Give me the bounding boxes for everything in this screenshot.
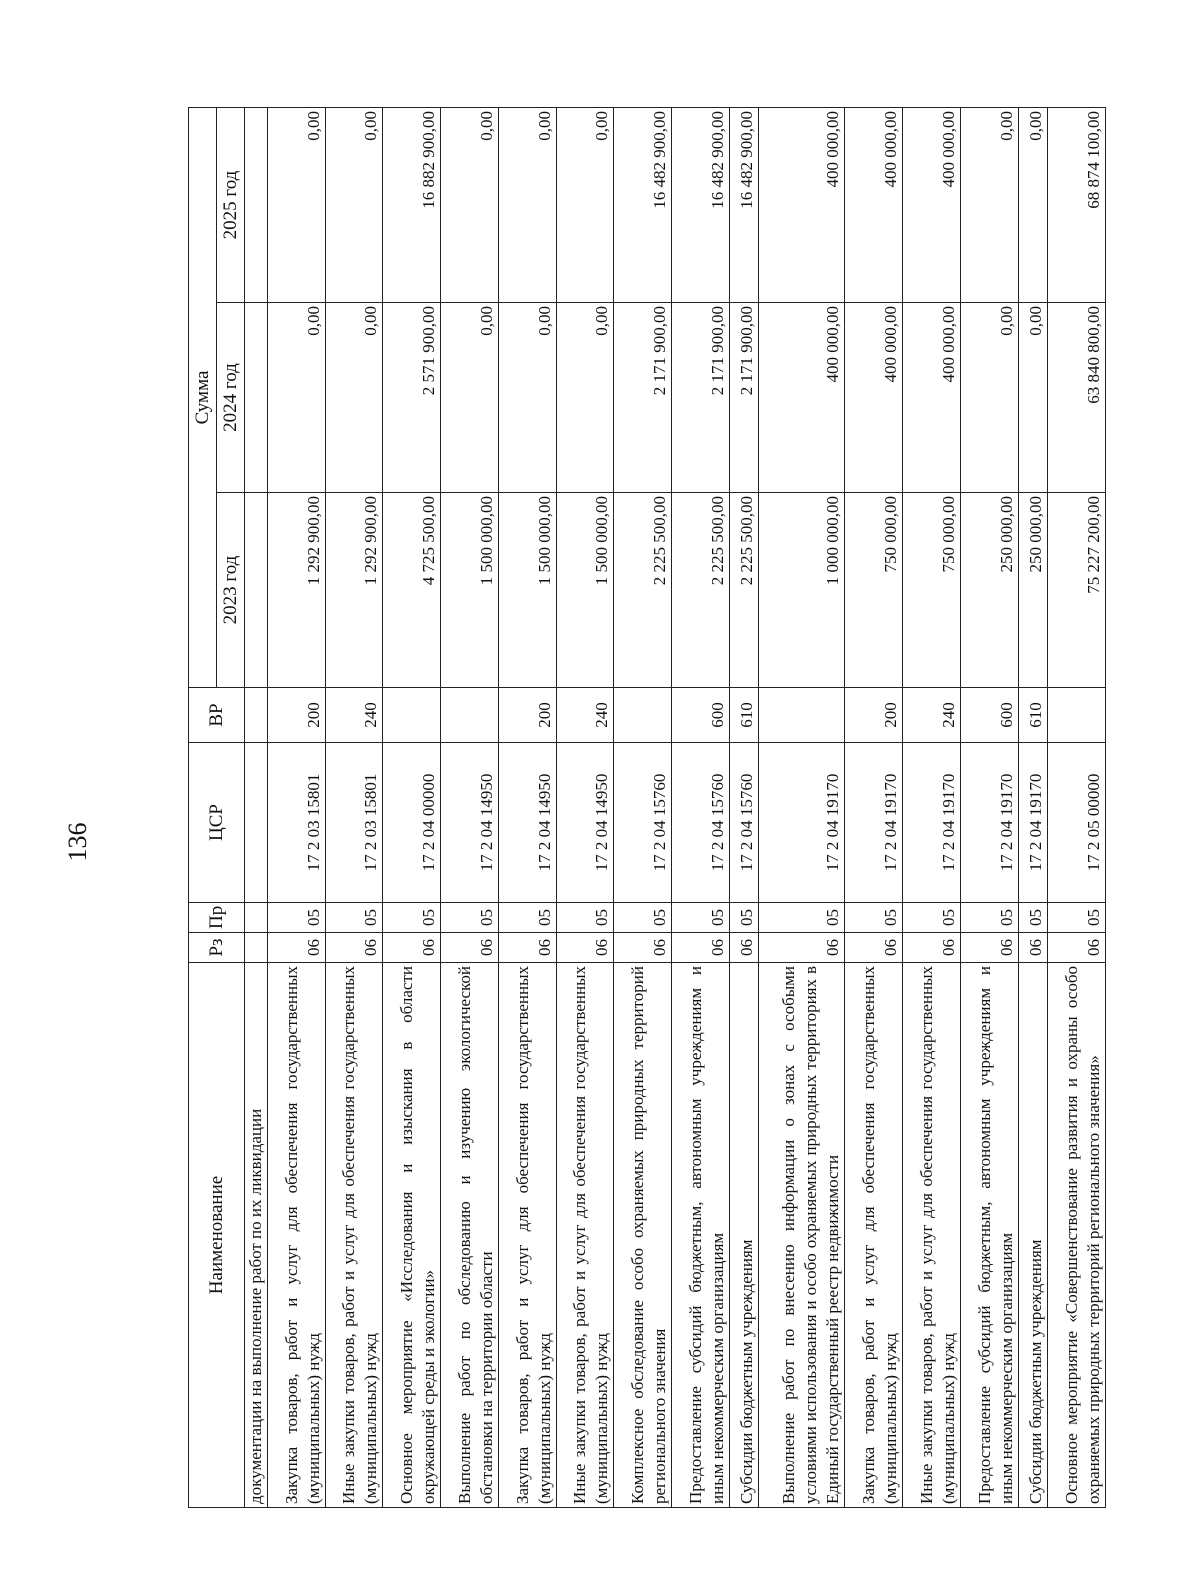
row-name: Предоставление субсидий бюджетным, автономным учреждениям и иным некоммерческим организациям bbox=[672, 963, 730, 1508]
row-amount-2025: 16 482 900,00 bbox=[614, 107, 672, 302]
row-amount-2024: 0,00 bbox=[268, 303, 326, 493]
row-csr: 17 2 04 19170 bbox=[960, 743, 1018, 903]
row-vr bbox=[614, 688, 672, 743]
row-amount-2025: 0,00 bbox=[325, 107, 383, 302]
table-row bbox=[441, 107, 499, 1507]
row-amount-2024: 63 840 800,00 bbox=[1048, 303, 1106, 493]
row-pr: 05 bbox=[325, 903, 383, 933]
row-amount-2025: 16 482 900,00 bbox=[729, 107, 759, 302]
table-row bbox=[729, 107, 759, 1507]
empty-cell bbox=[245, 688, 268, 743]
header-2023: 2023 год bbox=[217, 493, 245, 688]
row-vr bbox=[1048, 688, 1106, 743]
header-pr: Пр bbox=[189, 903, 245, 933]
row-csr: 17 2 04 19170 bbox=[759, 743, 845, 903]
row-name: Закупка товаров, работ и услуг для обеспечения государственных (муниципальных) нужд bbox=[268, 963, 326, 1508]
row-pr: 05 bbox=[441, 903, 499, 933]
row-name: Выполнение работ по внесению информации о зонах с особыми условиями использования и особо охраняемых природных территориях в Единый государственный реестр недвижимости bbox=[759, 963, 845, 1508]
row-amount-2023: 75 227 200,00 bbox=[1048, 493, 1106, 688]
row-csr: 17 2 04 15760 bbox=[614, 743, 672, 903]
row-vr: 200 bbox=[268, 688, 326, 743]
continued-row bbox=[245, 107, 268, 1507]
row-rz: 06 bbox=[845, 933, 903, 963]
row-pr: 05 bbox=[1048, 903, 1106, 933]
table-row bbox=[268, 107, 326, 1507]
row-pr: 05 bbox=[614, 903, 672, 933]
row-vr: 200 bbox=[845, 688, 903, 743]
page-number: 136 bbox=[63, 822, 92, 862]
row-amount-2023: 250 000,00 bbox=[1018, 493, 1048, 688]
row-amount-2023: 1 000 000,00 bbox=[759, 493, 845, 688]
row-csr: 17 2 04 00000 bbox=[383, 743, 441, 903]
row-rz: 06 bbox=[903, 933, 961, 963]
row-amount-2025: 0,00 bbox=[498, 107, 556, 302]
header-name: Наименование bbox=[189, 963, 245, 1508]
row-csr: 17 2 04 19170 bbox=[903, 743, 961, 903]
row-pr: 05 bbox=[729, 903, 759, 933]
header-2025: 2025 год bbox=[217, 107, 245, 302]
row-amount-2023: 1 500 000,00 bbox=[441, 493, 499, 688]
empty-cell bbox=[245, 303, 268, 493]
table-row bbox=[325, 107, 383, 1507]
table-row bbox=[845, 107, 903, 1507]
row-amount-2023: 1 500 000,00 bbox=[556, 493, 614, 688]
row-amount-2023: 2 225 500,00 bbox=[729, 493, 759, 688]
row-pr: 05 bbox=[960, 903, 1018, 933]
row-vr: 240 bbox=[903, 688, 961, 743]
row-vr: 610 bbox=[1018, 688, 1048, 743]
row-amount-2024: 400 000,00 bbox=[845, 303, 903, 493]
row-amount-2025: 0,00 bbox=[1018, 107, 1048, 302]
row-rz: 06 bbox=[1048, 933, 1106, 963]
row-name: Комплексное обследование особо охраняемых природных территорий регионального значения bbox=[614, 963, 672, 1508]
row-rz: 06 bbox=[960, 933, 1018, 963]
row-amount-2024: 0,00 bbox=[1018, 303, 1048, 493]
table-row bbox=[759, 107, 845, 1507]
row-rz: 06 bbox=[759, 933, 845, 963]
row-pr: 05 bbox=[672, 903, 730, 933]
row-rz: 06 bbox=[383, 933, 441, 963]
row-csr: 17 2 04 15760 bbox=[672, 743, 730, 903]
row-vr: 600 bbox=[960, 688, 1018, 743]
row-rz: 06 bbox=[441, 933, 499, 963]
row-csr: 17 2 04 14950 bbox=[441, 743, 499, 903]
row-csr: 17 2 05 00000 bbox=[1048, 743, 1106, 903]
table-row bbox=[672, 107, 730, 1507]
empty-cell bbox=[245, 493, 268, 688]
row-csr: 17 2 04 19170 bbox=[1018, 743, 1048, 903]
row-name: Выполнение работ по обследованию и изучению экологической обстановки на территории области bbox=[441, 963, 499, 1508]
empty-cell bbox=[245, 903, 268, 933]
row-name: Основное мероприятие «Совершенствование развития и охраны особо охраняемых природных территорий регионального значения» bbox=[1048, 963, 1106, 1508]
row-name: Основное мероприятие «Исследования и изыскания в области окружающей среды и экологии» bbox=[383, 963, 441, 1508]
row-name: Предоставление субсидий бюджетным, автономным учреждениям и иным некоммерческим организациям bbox=[960, 963, 1018, 1508]
row-csr: 17 2 04 19170 bbox=[845, 743, 903, 903]
row-vr: 240 bbox=[325, 688, 383, 743]
row-amount-2025: 0,00 bbox=[441, 107, 499, 302]
empty-cell bbox=[245, 743, 268, 903]
table-row bbox=[614, 107, 672, 1507]
row-pr: 05 bbox=[1018, 903, 1048, 933]
table-row bbox=[960, 107, 1018, 1507]
row-amount-2025: 400 000,00 bbox=[845, 107, 903, 302]
row-name: Закупка товаров, работ и услуг для обеспечения государственных (муниципальных) нужд bbox=[845, 963, 903, 1508]
empty-cell bbox=[245, 107, 268, 302]
row-name: Субсидии бюджетным учреждениям bbox=[1018, 963, 1048, 1508]
row-rz: 06 bbox=[498, 933, 556, 963]
row-csr: 17 2 04 15760 bbox=[729, 743, 759, 903]
row-amount-2023: 1 292 900,00 bbox=[268, 493, 326, 688]
header-2024: 2024 год bbox=[217, 303, 245, 493]
table-row bbox=[556, 107, 614, 1507]
row-amount-2023: 1 292 900,00 bbox=[325, 493, 383, 688]
row-vr: 600 bbox=[672, 688, 730, 743]
header-vr: ВР bbox=[189, 688, 245, 743]
row-vr: 200 bbox=[498, 688, 556, 743]
row-name: Иные закупки товаров, работ и услуг для обеспечения государственных (муниципальных) нужд bbox=[903, 963, 961, 1508]
empty-cell bbox=[245, 933, 268, 963]
table-row bbox=[498, 107, 556, 1507]
row-name: Иные закупки товаров, работ и услуг для обеспечения государственных (муниципальных) нужд bbox=[556, 963, 614, 1508]
table-body bbox=[245, 107, 1106, 1507]
row-amount-2025: 68 874 100,00 bbox=[1048, 107, 1106, 302]
table-row bbox=[383, 107, 441, 1507]
row-pr: 05 bbox=[383, 903, 441, 933]
row-vr: 610 bbox=[729, 688, 759, 743]
budget-table-rotated bbox=[188, 108, 1106, 1508]
row-rz: 06 bbox=[325, 933, 383, 963]
header-csr: ЦСР bbox=[189, 743, 245, 903]
table-row bbox=[903, 107, 961, 1507]
row-pr: 05 bbox=[903, 903, 961, 933]
header-sum: Сумма bbox=[189, 107, 217, 687]
row-vr bbox=[441, 688, 499, 743]
row-csr: 17 2 03 15801 bbox=[325, 743, 383, 903]
row-amount-2023: 1 500 000,00 bbox=[498, 493, 556, 688]
row-amount-2024: 2 171 900,00 bbox=[672, 303, 730, 493]
row-amount-2024: 2 171 900,00 bbox=[614, 303, 672, 493]
row-vr bbox=[759, 688, 845, 743]
row-amount-2024: 2 571 900,00 bbox=[383, 303, 441, 493]
row-amount-2024: 0,00 bbox=[960, 303, 1018, 493]
row-amount-2024: 0,00 bbox=[498, 303, 556, 493]
row-amount-2023: 750 000,00 bbox=[903, 493, 961, 688]
continued-row-text: документации на выполнение работ по их ликвидации bbox=[245, 963, 268, 1508]
row-pr: 05 bbox=[268, 903, 326, 933]
header-rz: Рз bbox=[189, 933, 245, 963]
row-rz: 06 bbox=[556, 933, 614, 963]
row-pr: 05 bbox=[556, 903, 614, 933]
row-pr: 05 bbox=[759, 903, 845, 933]
row-csr: 17 2 04 14950 bbox=[498, 743, 556, 903]
row-amount-2025: 16 882 900,00 bbox=[383, 107, 441, 302]
row-amount-2024: 0,00 bbox=[441, 303, 499, 493]
row-amount-2023: 2 225 500,00 bbox=[672, 493, 730, 688]
row-amount-2024: 400 000,00 bbox=[903, 303, 961, 493]
row-amount-2023: 750 000,00 bbox=[845, 493, 903, 688]
row-vr bbox=[383, 688, 441, 743]
row-amount-2024: 2 171 900,00 bbox=[729, 303, 759, 493]
row-amount-2023: 4 725 500,00 bbox=[383, 493, 441, 688]
row-amount-2025: 0,00 bbox=[268, 107, 326, 302]
row-amount-2024: 400 000,00 bbox=[759, 303, 845, 493]
row-amount-2025: 400 000,00 bbox=[903, 107, 961, 302]
table-row bbox=[1018, 107, 1048, 1507]
row-csr: 17 2 04 14950 bbox=[556, 743, 614, 903]
row-vr: 240 bbox=[556, 688, 614, 743]
row-rz: 06 bbox=[729, 933, 759, 963]
row-rz: 06 bbox=[1018, 933, 1048, 963]
row-pr: 05 bbox=[845, 903, 903, 933]
row-csr: 17 2 03 15801 bbox=[268, 743, 326, 903]
row-amount-2025: 0,00 bbox=[556, 107, 614, 302]
row-amount-2024: 0,00 bbox=[325, 303, 383, 493]
budget-table bbox=[188, 107, 1106, 1508]
row-pr: 05 bbox=[498, 903, 556, 933]
row-amount-2025: 400 000,00 bbox=[759, 107, 845, 302]
row-rz: 06 bbox=[672, 933, 730, 963]
row-name: Закупка товаров, работ и услуг для обеспечения государственных (муниципальных) нужд bbox=[498, 963, 556, 1508]
row-name: Субсидии бюджетным учреждениям bbox=[729, 963, 759, 1508]
row-amount-2025: 0,00 bbox=[960, 107, 1018, 302]
table-row bbox=[1048, 107, 1106, 1507]
row-amount-2024: 0,00 bbox=[556, 303, 614, 493]
row-amount-2023: 2 225 500,00 bbox=[614, 493, 672, 688]
row-name: Иные закупки товаров, работ и услуг для обеспечения государственных (муниципальных) нужд bbox=[325, 963, 383, 1508]
row-rz: 06 bbox=[268, 933, 326, 963]
row-amount-2023: 250 000,00 bbox=[960, 493, 1018, 688]
row-rz: 06 bbox=[614, 933, 672, 963]
row-amount-2025: 16 482 900,00 bbox=[672, 107, 730, 302]
